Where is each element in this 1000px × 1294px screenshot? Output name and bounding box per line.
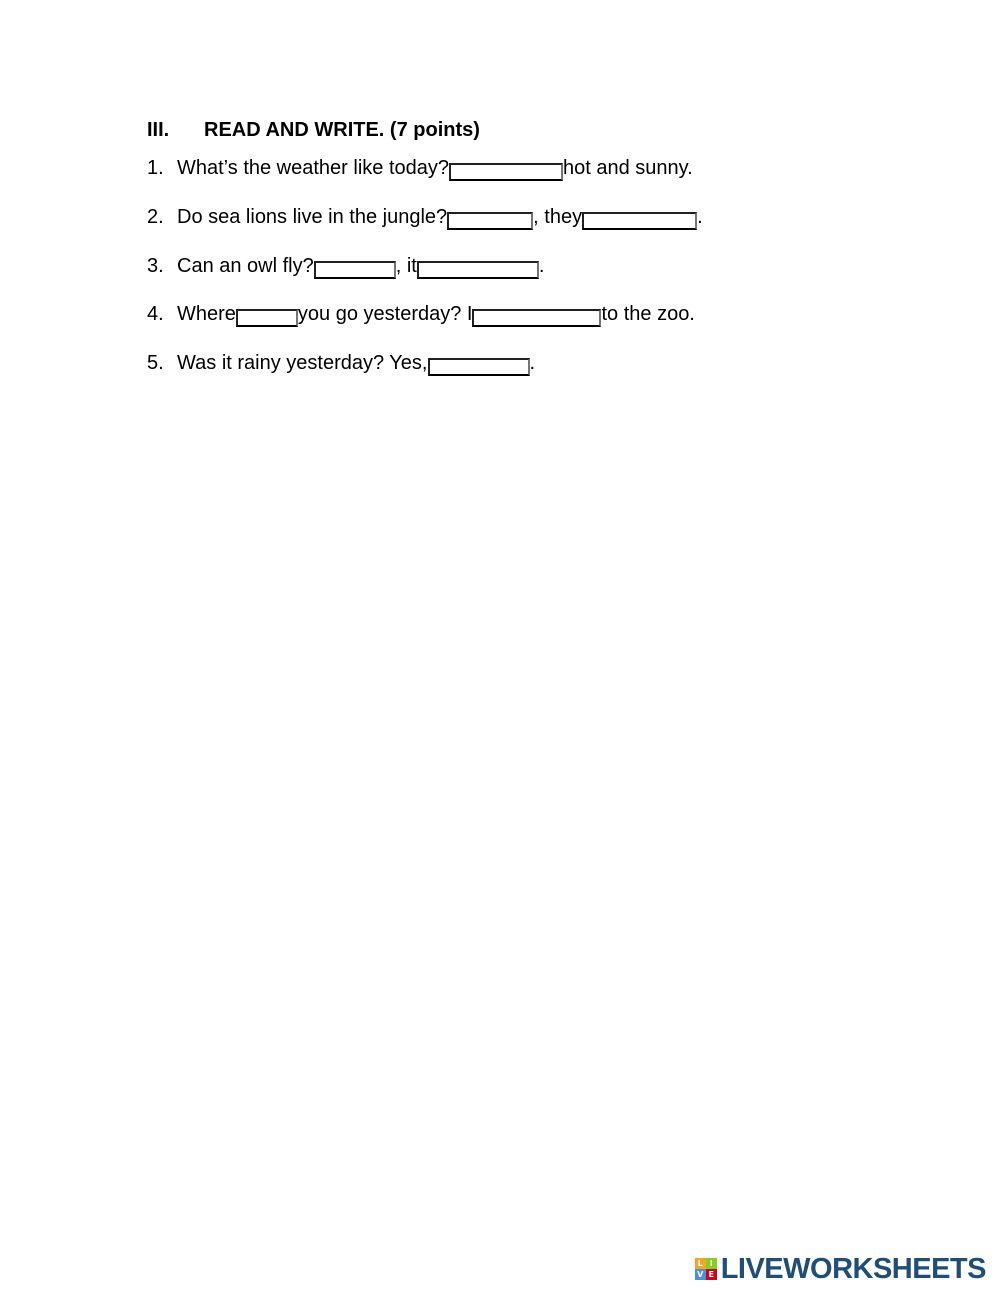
question-text: Where bbox=[177, 303, 236, 325]
logo-mark-letter: L bbox=[695, 1258, 706, 1269]
question-4 bbox=[147, 302, 695, 326]
question-text: . bbox=[697, 206, 703, 228]
section-title: READ AND WRITE. (7 points) bbox=[204, 119, 480, 141]
question-2 bbox=[147, 205, 703, 229]
answer-blank-3a[interactable] bbox=[314, 261, 396, 279]
question-text: Can an owl fly? bbox=[177, 255, 314, 277]
answer-blank-1a[interactable] bbox=[449, 163, 563, 181]
logo-text: LIVEWORKSHEETS bbox=[720, 1252, 986, 1285]
question-text: . bbox=[529, 352, 536, 374]
question-text: you go yesterday? I bbox=[297, 303, 473, 325]
question-1 bbox=[147, 156, 693, 180]
question-text: , they bbox=[533, 206, 583, 228]
question-text: , it bbox=[395, 255, 417, 277]
question-text: hot and sunny. bbox=[563, 157, 693, 179]
question-text: . bbox=[538, 255, 545, 277]
question-3 bbox=[147, 254, 544, 278]
logo-mark-letter: E bbox=[706, 1269, 717, 1280]
liveworksheets-logo bbox=[695, 1254, 986, 1284]
section-numeral: III. bbox=[147, 119, 170, 141]
question-5 bbox=[147, 351, 535, 375]
question-number: 5. bbox=[147, 352, 164, 374]
logo-mark-letter: I bbox=[706, 1258, 717, 1269]
logo-mark-icon bbox=[695, 1258, 717, 1280]
question-text: Was it rainy yesterday? Yes, bbox=[177, 352, 428, 374]
answer-blank-3b[interactable] bbox=[417, 261, 539, 279]
question-number: 2. bbox=[147, 206, 164, 228]
section-heading bbox=[147, 118, 480, 142]
answer-blank-2b[interactable] bbox=[582, 212, 697, 230]
answer-blank-4b[interactable] bbox=[472, 309, 601, 327]
question-text: What’s the weather like today? bbox=[177, 157, 450, 179]
question-number: 1. bbox=[147, 157, 164, 179]
question-number: 4. bbox=[147, 303, 164, 325]
question-text: to the zoo. bbox=[601, 303, 695, 325]
answer-blank-2a[interactable] bbox=[447, 212, 533, 230]
logo-mark-letter: V bbox=[695, 1269, 706, 1280]
question-text: Do sea lions live in the jungle? bbox=[177, 206, 448, 228]
question-number: 3. bbox=[147, 255, 164, 277]
answer-blank-4a[interactable] bbox=[236, 309, 298, 327]
answer-blank-5a[interactable] bbox=[428, 358, 530, 376]
